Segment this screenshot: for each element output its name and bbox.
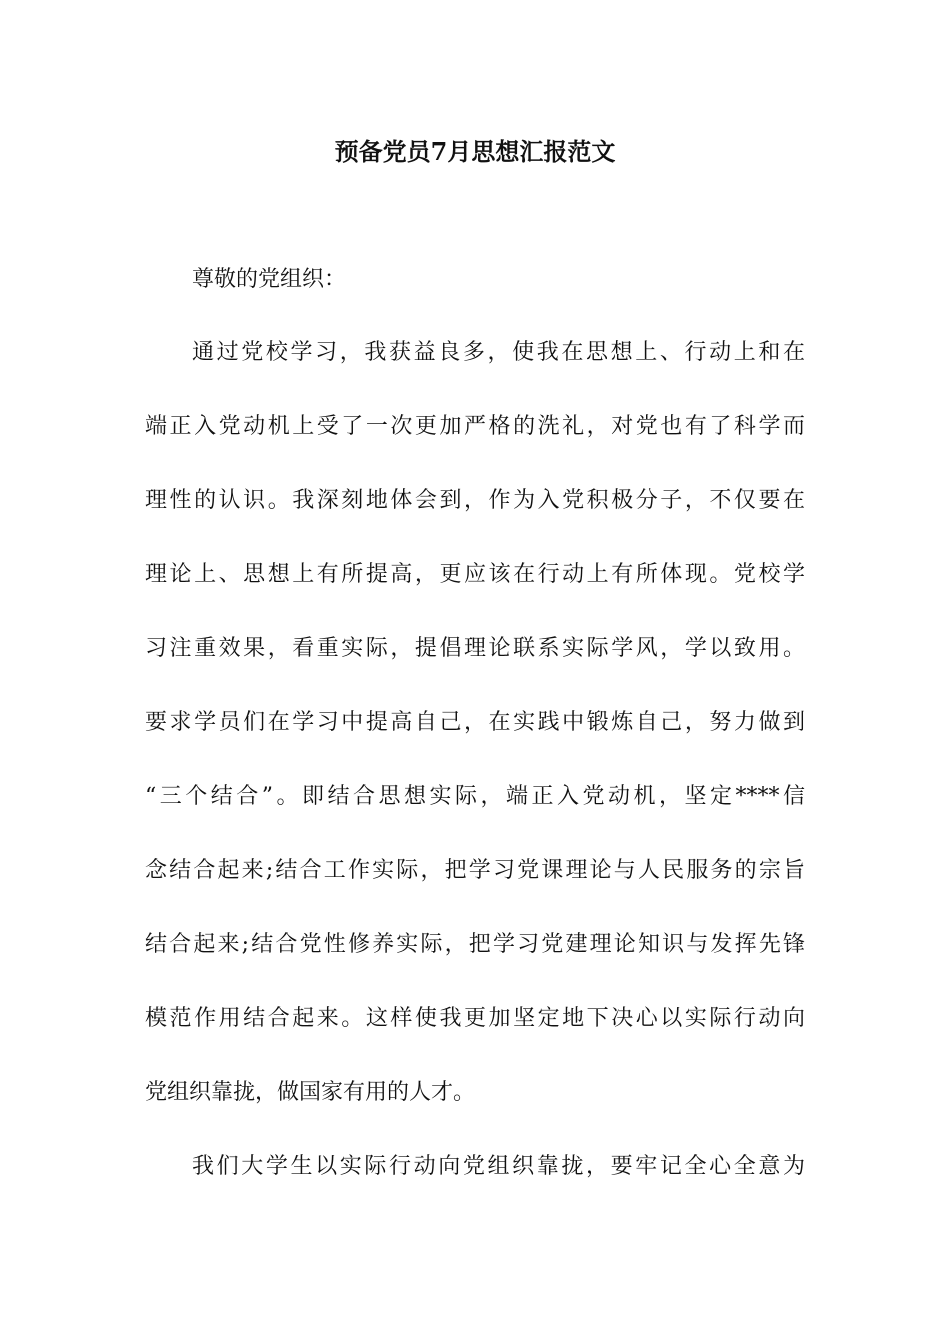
paragraph-line: 党组织靠拢，做国家有用的人才。	[145, 1080, 476, 1105]
paragraph-line: 念结合起来;结合工作实际，把学习党课理论与人民服务的宗旨	[145, 858, 805, 883]
paragraph-line: 理论上、思想上有所提高，更应该在行动上有所体现。党校学	[145, 562, 805, 587]
paragraph-line: “三个结合”。即结合思想实际，端正入党动机，坚定****信	[145, 784, 805, 809]
salutation: 尊敬的党组织：	[192, 267, 347, 292]
paragraph-line: 习注重效果，看重实际，提倡理论联系实际学风，学以致用。	[145, 636, 805, 661]
paragraph-line: 理性的认识。我深刻地体会到，作为入党积极分子，不仅要在	[145, 488, 805, 513]
document-title: 预备党员7月思想汇报范文	[334, 137, 616, 166]
paragraph-line: 要求学员们在学习中提高自己，在实践中锻炼自己，努力做到	[145, 710, 805, 735]
paragraph-line: 端正入党动机上受了一次更加严格的洗礼，对党也有了科学而	[145, 414, 805, 439]
paragraph-line: 结合起来;结合党性修养实际，把学习党建理论知识与发挥先锋	[145, 932, 805, 957]
paragraph-line: 模范作用结合起来。这样使我更加坚定地下决心以实际行动向	[145, 1006, 805, 1031]
paragraph-line: 我们大学生以实际行动向党组织靠拢，要牢记全心全意为	[192, 1154, 805, 1179]
paragraph-line: 通过党校学习，我获益良多，使我在思想上、行动上和在	[192, 340, 805, 365]
